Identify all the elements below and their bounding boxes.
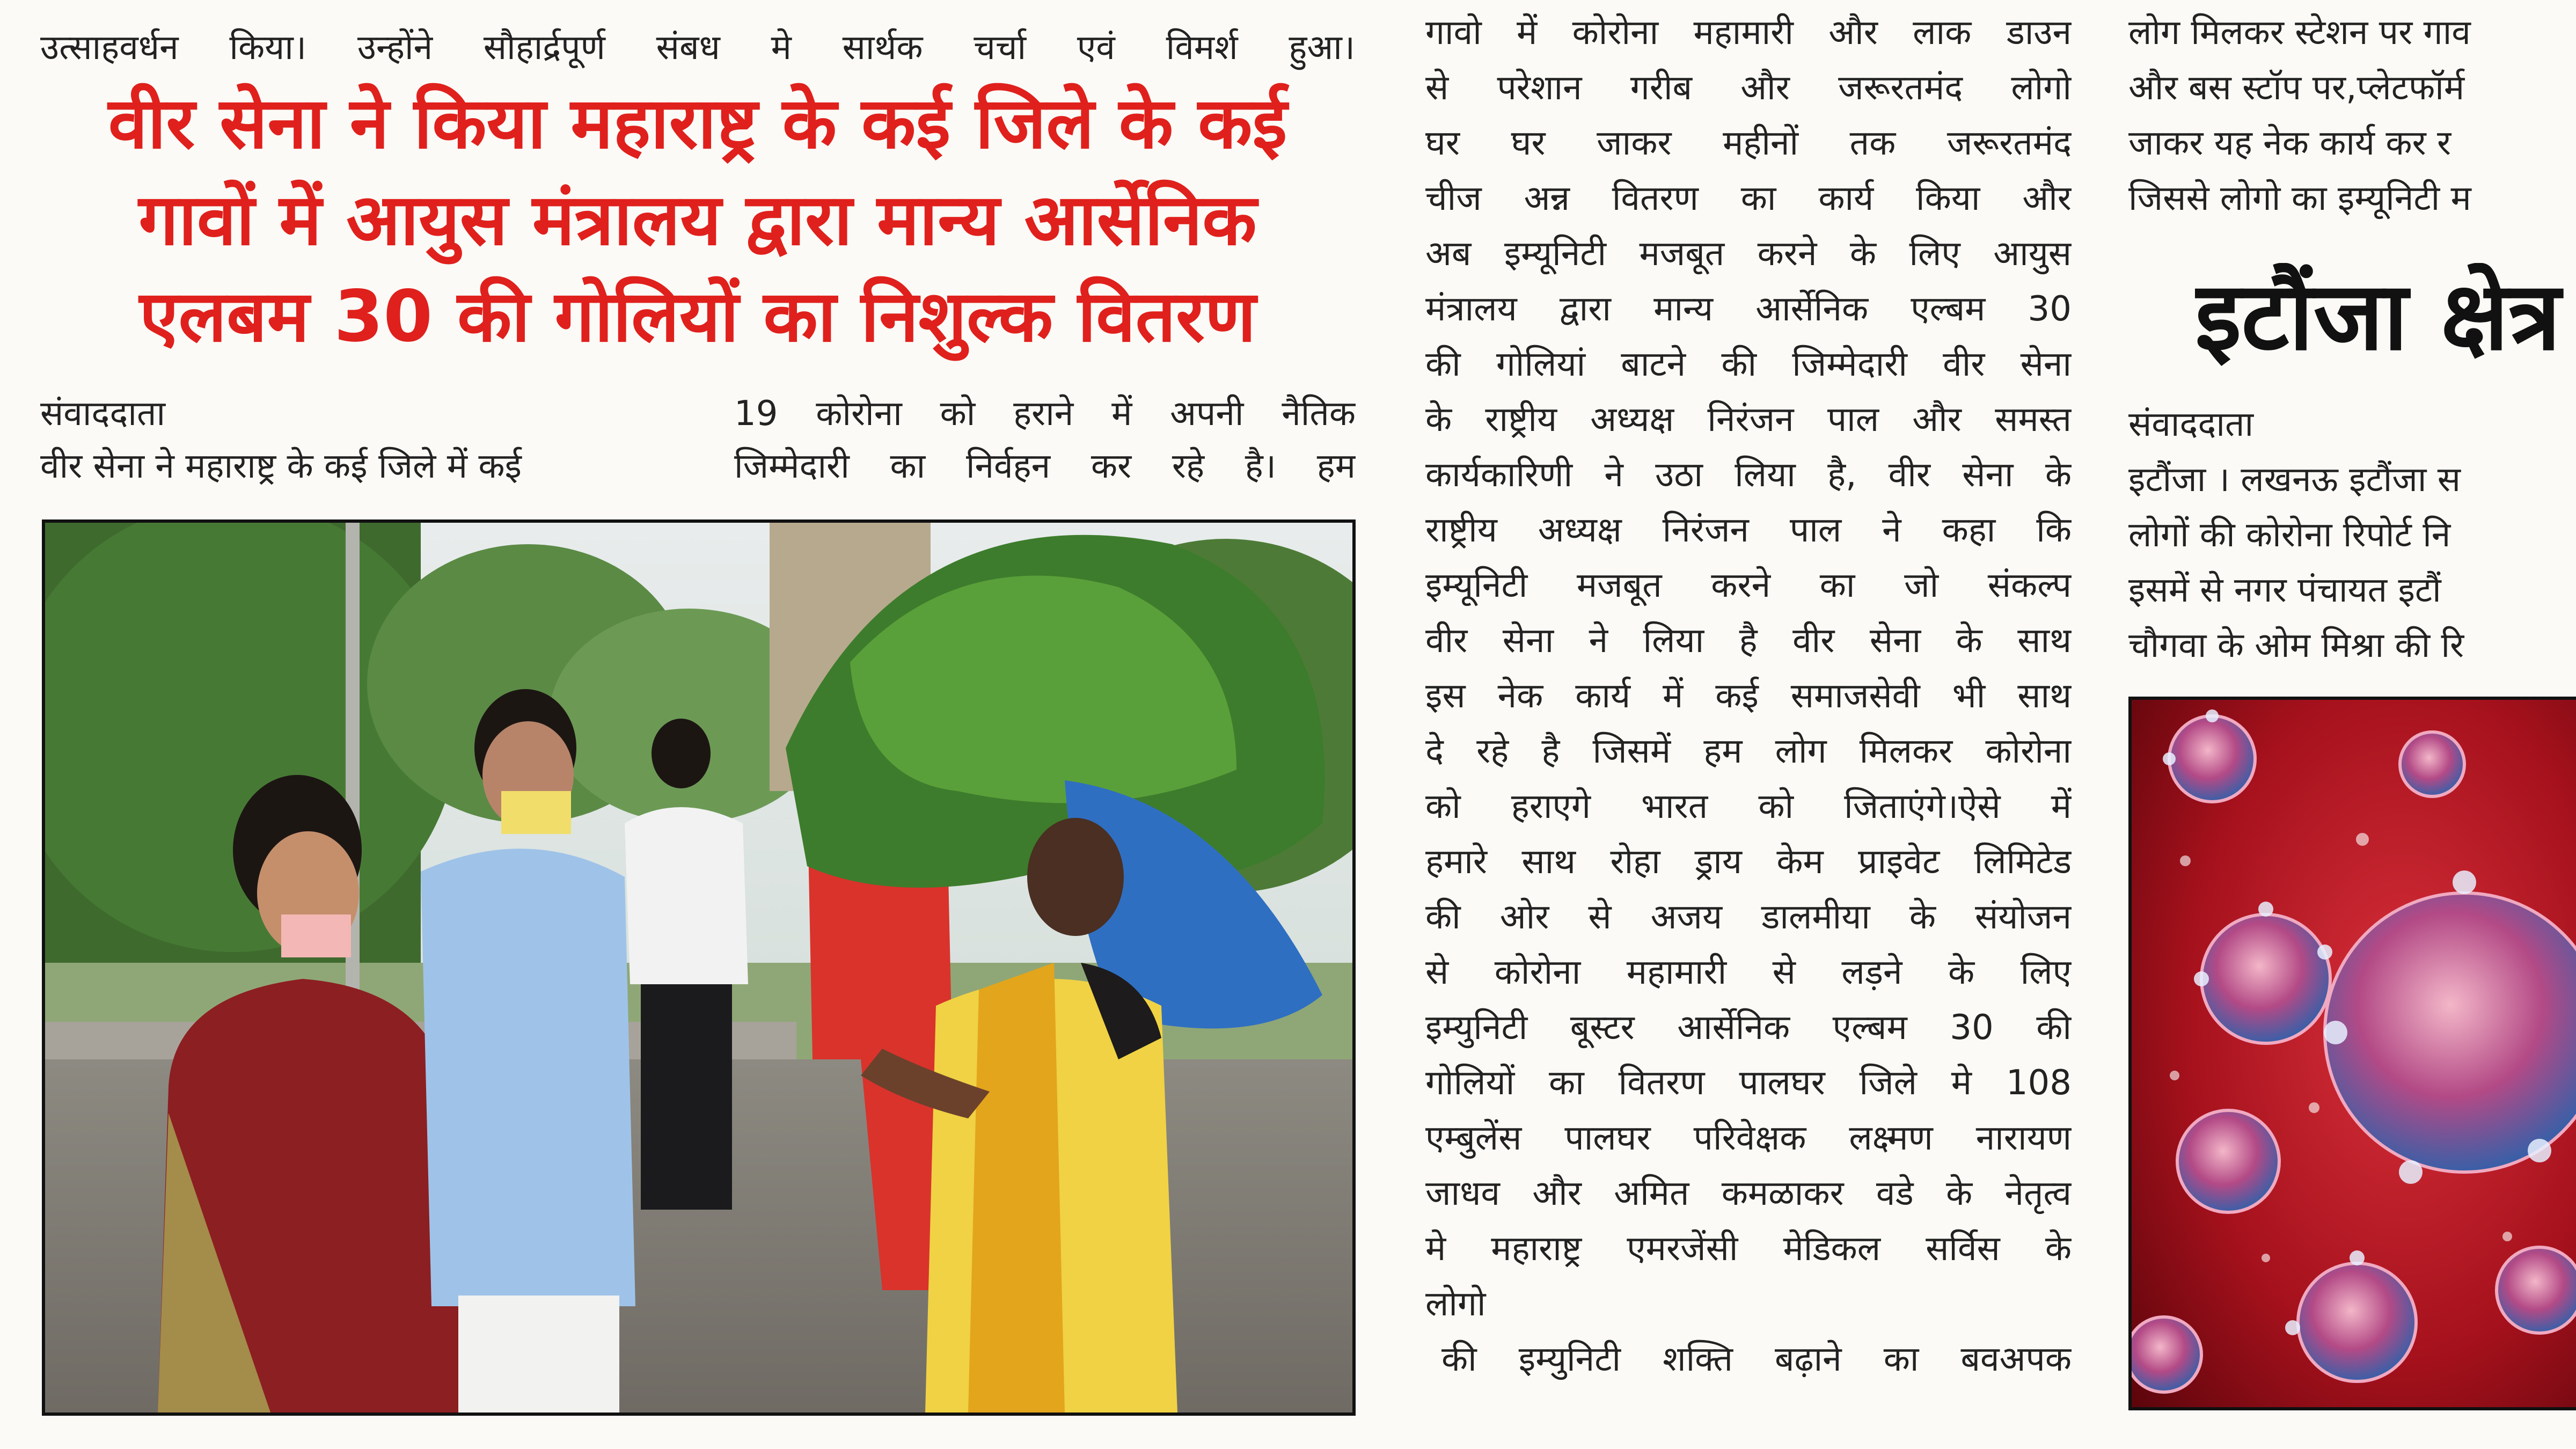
virus-photo xyxy=(2128,697,2576,1410)
middle-line-4: चीज अन्न वितरण का कार्य किया और xyxy=(1425,179,2072,218)
left-byline: संवाददाता xyxy=(40,394,166,434)
right-intro-line-2: जिम्मेदारी का निर्वहन कर रहे है। हम xyxy=(734,447,1356,486)
middle-line-6: मंत्रालय द्वारा मान्य आर्सेनिक एल्बम 30 xyxy=(1425,289,2072,329)
left-intro-text: वीर सेना ने महाराष्ट्र के कई जिले में कई xyxy=(40,447,522,486)
right-column-body xyxy=(2128,397,2576,674)
right-body-line-3: इसमें से नगर पंचायत इटौं xyxy=(2128,570,2441,610)
headline-line-2: गावों में आयुस मंत्रालय द्वारा मान्य आर्सेनिक xyxy=(138,179,1257,261)
middle-line-12: वीर सेना ने लिया है वीर सेना के साथ xyxy=(1425,621,2072,661)
middle-line-8: के राष्ट्रीय अध्यक्ष निरंजन पाल और समस्त xyxy=(1425,400,2072,440)
right-body-line-4: चौगवा के ओम मिश्रा की रि xyxy=(2128,626,2464,665)
middle-line-20: गोलियों का वितरण पालघर जिले मे 108 xyxy=(1425,1063,2072,1103)
middle-line-23: मे महाराष्ट्र एमरजेंसी मेडिकल सर्विस के xyxy=(1425,1229,2072,1269)
right-top-line-1: लोग मिलकर स्टेशन पर गाव xyxy=(2128,13,2471,53)
right-top-line-4: जिससे लोगो का इम्यूनिटी म xyxy=(2128,179,2471,218)
right-body-line-2: लोगों की कोरोना रिपोर्ट नि xyxy=(2128,515,2451,555)
photo-image-icon xyxy=(45,523,1352,1413)
right-intro-line-1: 19 कोरोना को हराने में अपनी नैतिक xyxy=(734,394,1356,434)
middle-line-2: से परेशान गरीब और जरूरतमंद लोगो xyxy=(1425,68,2072,108)
middle-line-21: एम्बुलेंस पालघर परिवेक्षक लक्ष्मण नारायण xyxy=(1425,1118,2072,1158)
middle-line-10: राष्ट्रीय अध्यक्ष निरंजन पाल ने कहा कि xyxy=(1425,510,2072,550)
middle-line-9: कार्यकारिणी ने उठा लिया है, वीर सेना के xyxy=(1425,455,2072,495)
middle-line-13: इस नेक कार्य में कई समाजसेवी भी साथ xyxy=(1425,676,2072,716)
headline-line-3: एलबम 30 की गोलियों का निशुल्क वितरण xyxy=(139,275,1256,358)
middle-line-11: इम्यूनिटी मजबूत करने का जो संकल्प xyxy=(1425,566,2072,605)
right-byline: संवाददाता xyxy=(2128,405,2254,444)
middle-last-line: की इम्युनिटी शक्ति बढ़ाने का बवअपक xyxy=(1441,1340,2072,1379)
middle-line-24: लोगो xyxy=(1425,1284,1486,1324)
right-top-line-3: जाकर यह नेक कार्य कर र xyxy=(2128,123,2451,163)
middle-line-22: जाधव और अमित कमळाकर वडे के नेतृत्व xyxy=(1425,1174,2072,1213)
middle-line-17: की ओर से अजय डालमीया के संयोजन xyxy=(1425,897,2072,937)
middle-line-18: से कोरोना महामारी से लड़ने के लिए xyxy=(1425,953,2072,992)
right-headline: इटौंजा क्षेत्र xyxy=(2195,263,2561,370)
middle-line-19: इम्युनिटी बूस्टर आर्सेनिक एल्बम 30 की xyxy=(1425,1008,2072,1048)
middle-line-15: को हराएगे भारत को जिताएंगे।ऐसे में xyxy=(1425,787,2072,826)
middle-column-text xyxy=(1425,5,2072,1387)
middle-line-14: दे रहे है जिसमें हम लोग मिलकर कोरोना xyxy=(1425,731,2072,771)
left-top-line: उत्साहवर्धन किया। उन्होंने सौहार्द्रपूर्ण संबध मे सार्थक चर्चा एवं विमर्श हुआ। xyxy=(40,28,1355,68)
headline-line-1: वीर सेना ने किया महाराष्ट्र के कई जिले के कई xyxy=(108,82,1287,165)
news-photo xyxy=(42,519,1356,1416)
right-column-top-text xyxy=(2128,5,2576,226)
middle-line-7: की गोलियां बाटने की जिम्मेदारी वीर सेना xyxy=(1425,345,2072,384)
middle-line-3: घर घर जाकर महीनों तक जरूरतमंद xyxy=(1425,123,2072,163)
virus-image-icon xyxy=(2132,700,2576,1408)
right-body-line-1: इटौंजा । लखनऊ इटौंजा स xyxy=(2128,460,2461,500)
middle-line-16: हमारे साथ रोहा ड्राय केम प्राइवेट लिमिटेड xyxy=(1425,842,2072,882)
middle-line-1: गावो में कोरोना महामारी और लाक डाउन xyxy=(1425,13,2072,53)
right-top-line-2: और बस स्टॉप पर,प्लेटफॉर्म xyxy=(2128,68,2465,108)
left-headline xyxy=(32,75,1363,365)
middle-line-5: अब इम्यूनिटी मजबूत करने के लिए आयुस xyxy=(1425,234,2072,274)
